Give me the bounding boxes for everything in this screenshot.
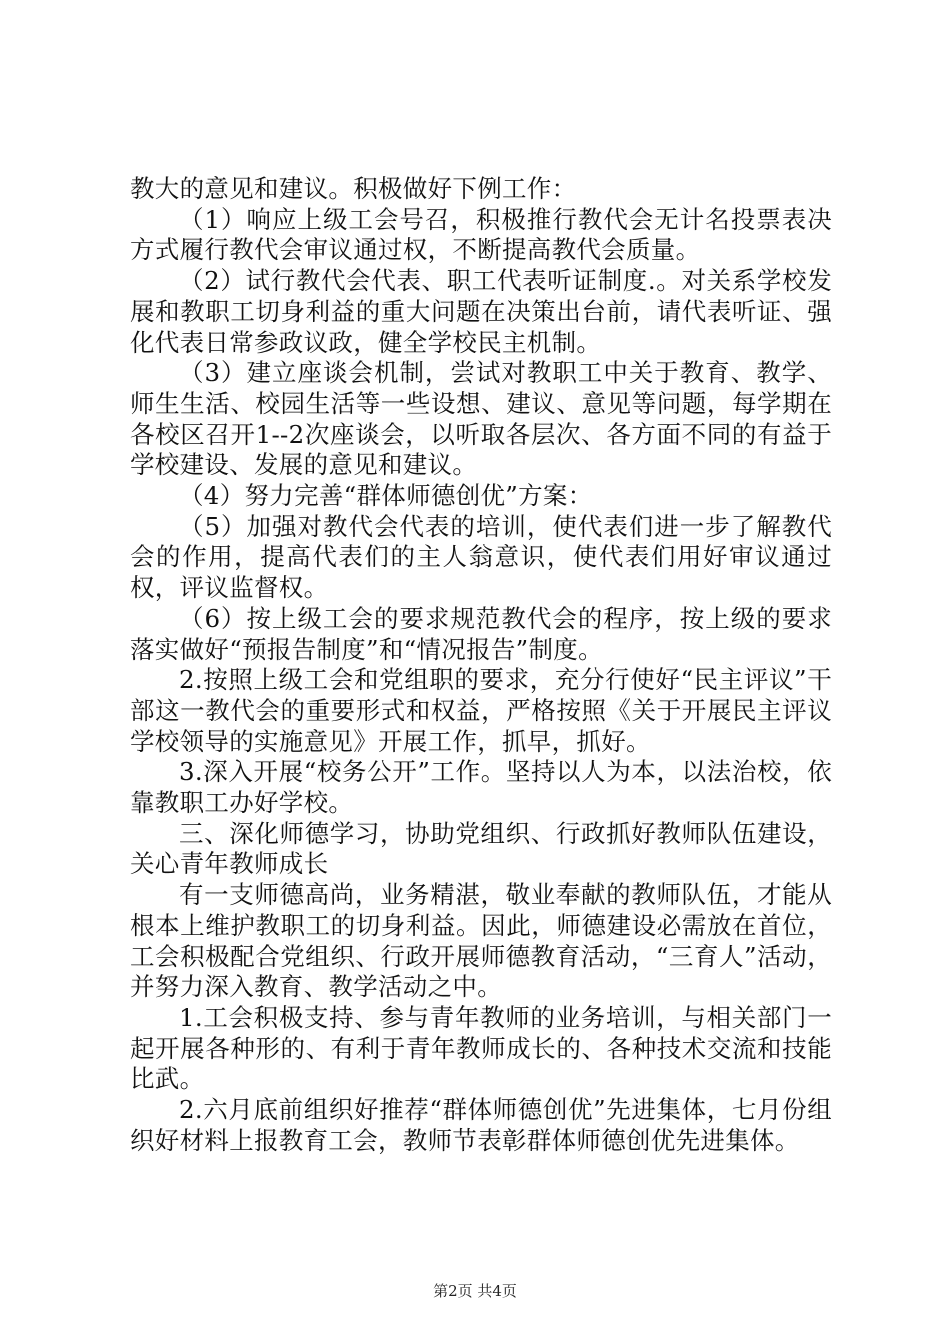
paragraph-item-2: （2）试行教代会代表、职工代表听证制度.。对关系学校发展和教职工切身利益的重大问题在决策出台前，请代表听证、强化代表日常参政议政，健全学校民主机制。 — [130, 266, 832, 357]
paragraph-section-2: 2.按照上级工会和党组职的要求，充分行使好“民主评议”干部这一教代会的重要形式和权益，严格按照《关于开展民主评议学校领导的实施意见》开展工作，抓早，抓好。 — [130, 665, 832, 756]
paragraph-item-3: （3）建立座谈会机制，尝试对教职工中关于教育、教学、师生生活、校园生活等一些设想、建议、意见等问题，每学期在各校区召开1--2次座谈会，以听取各层次、各方面不同的有益于学校建设、发展的意见和建议。 — [130, 358, 832, 480]
page-footer — [0, 1280, 950, 1301]
paragraph-ethics-1: 1.工会积极支持、参与青年教师的业务培训，与相关部门一起开展各种形的、有利于青年教师成长的、各种技术交流和技能比武。 — [130, 1002, 832, 1094]
paragraph-item-6: （6）按上级工会的要求规范教代会的程序，按上级的要求落实做好“预报告制度”和“情况报告”制度。 — [130, 603, 832, 664]
paragraph-ethics-intro: 有一支师德高尚，业务精湛，敬业奉献的教师队伍，才能从根本上维护教职工的切身利益。因此，师德建设必需放在首位，工会积极配合党组织、行政开展师德教育活动，“三育人”活动，并努力深入教育、教学活动之中。 — [130, 880, 832, 1002]
paragraph-section-3: 3.深入开展“校务公开”工作。坚持以人为本，以法治校，依靠教职工办好学校。 — [130, 757, 832, 818]
paragraph-ethics-2: 2.六月底前组织好推荐“群体师德创优”先进集体，七月份组织好材料上报教育工会，教师节表彰群体师德创优先进集体。 — [130, 1095, 832, 1155]
page-number-label: 第2页 共4页 — [433, 1282, 517, 1300]
paragraph-item-1: （1）响应上级工会号召，积极推行教代会无计名投票表决方式履行教代会审议通过权，不断提高教代会质量。 — [130, 204, 832, 265]
paragraph-item-4: （4）努力完善“群体师德创优”方案： — [179, 481, 593, 511]
document-body — [130, 174, 832, 1157]
paragraph-continuation: 教大的意见和建议。积极做好下例工作： — [130, 174, 577, 203]
section-heading-three: 三、深化师德学习，协助党组织、行政抓好教师队伍建设，关心青年教师成长 — [130, 818, 832, 879]
paragraph-item-5: （5）加强对教代会代表的培训，使代表们进一步了解教代会的作用，提高代表们的主人翁意识，使代表们用好审议通过权，评议监督权。 — [130, 511, 832, 603]
